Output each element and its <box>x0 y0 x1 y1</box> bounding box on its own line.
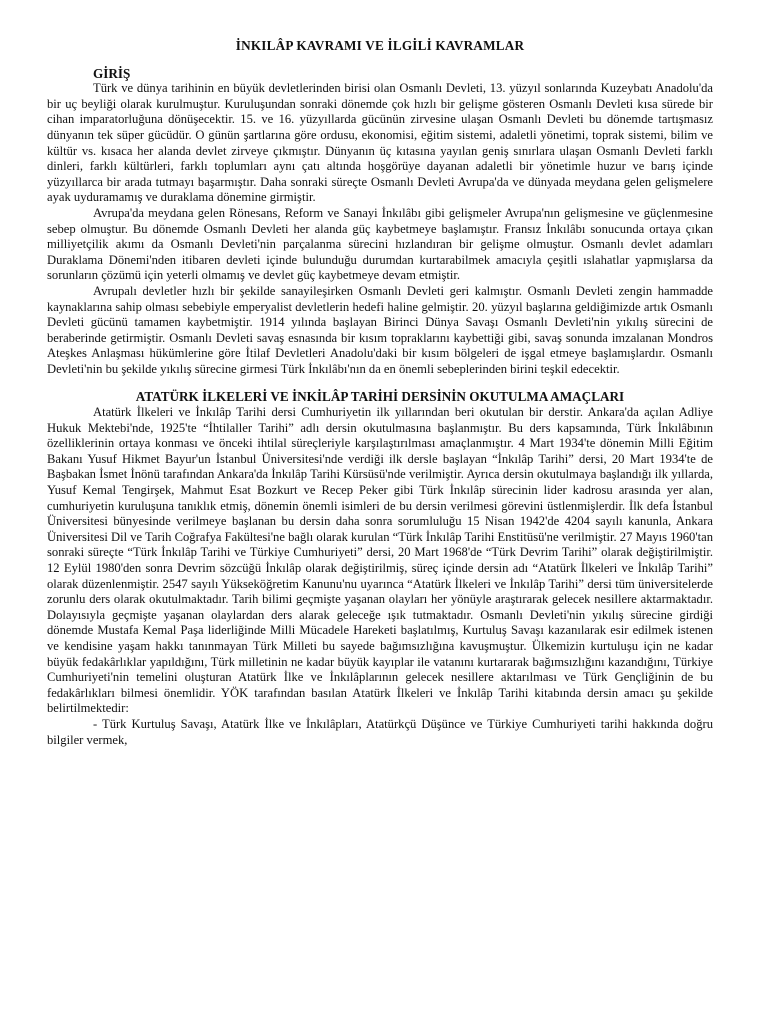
list-item: - Türk Kurtuluş Savaşı, Atatürk İlke ve İnkılâpları, Atatürkçü Düşünce ve Türkiye Cumhuriyeti tarihi hakkında doğru bilgiler vermek, <box>47 716 713 747</box>
paragraph: Türk ve dünya tarihinin en büyük devletlerinden birisi olan Osmanlı Devleti, 13. yüzyıl sonlarında Kuzeybatı Anadolu'da bir uç beyliği olarak kurulmuştur. Kuruluşundan sonraki dönemde çok hızlı bir gelişme gösteren Osmanlı Devleti kısa sürede bir cihan imparatorluğuna dönüşecektir. 15. ve 16. yüzyıllarda gücünün zirvesine ulaşan Osmanlı Devleti bu dönemde tartışmasız dünyanın tek süper gücüdür. O günün şartlarına göre ordusu, ekonomisi, eğitim sistemi, adaletli yönetimi, toprak sistemi, bilim ve kültür vs. kısaca her alanda devlet zirveye çıkmıştır. Dünyanın üç kıtasına yayılan geniş sınırlara ulaşan Osmanlı Devleti farklı dinleri, farklı kültürleri, farklı toplumları aynı çatı altında hoşgörüye dayanan adaletli bir yönetimle huzur ve barış içinde yüzyıllarca bir arada tutmayı başarmıştır. Daha sonraki süreçte Osmanlı Devleti Avrupa'da ve dünyada meydana gelen gelişmelere ayak uyduramamış ve duraklama dönemine girmiştir. <box>47 81 713 205</box>
document-title: İNKILÂP KAVRAMI VE İLGİLİ KAVRAMLAR <box>235 38 525 53</box>
paragraph: Avrupa'da meydana gelen Rönesans, Reform ve Sanayi İnkılâbı gibi gelişmeler Avrupa'nın gelişmesine ve güçlenmesine sebep olmuştur. Bu dönemde Osmanlı Devleti her alanda güç kaybetmeye başlamıştır. Fransız İnkılâbı sonucunda ortaya çıkan milliyetçilik akımı da Osmanlı Devleti'nin parçalanma sürecini hızlandıran bir gelişme olmuştur. Osmanlı devlet adamları Duraklama Dönemi'nden itibaren devleti içinde bulunduğu durumdan kurtarabilmek amacıyla çeşitli ıslahatlar yapmışlarsa da sorunların çözümü için yeterli olmamış ve devlet güç kaybetmeye devam etmiştir. <box>47 205 713 283</box>
section-heading-giris: GİRİŞ <box>93 65 131 81</box>
paragraph: Atatürk İlkeleri ve İnkılâp Tarihi dersi Cumhuriyetin ilk yıllarından beri okutulan bir derstir. Ankara'da açılan Adliye Hukuk Mektebi'nde, 1925'te “İhtilaller Tarihi” adlı dersin okutulmasına başlanmıştır. Bu ders kapsamında, Türk İnkılâbının özelliklerinin ortaya konması ve önceki ihtilal süreçleriyle karşılaştırılması amaçlanmıştır. 4 Mart 1934'te dönemin Milli Eğitim Bakanı Yusuf Hikmet Bayur'un İstanbul Üniversitesi'nde verdiği ilk dersle başlayan “İnkılâp Tarihi” dersi, 20 Mart 1934'te de Başbakan İsmet İnönü tarafından Ankara'da İnkılâp Tarihi Kürsüsü'nde verilmiştir. Ayrıca dersin okutulmaya başlandığı ilk yıllarda, Yusuf Kemal Tengirşek, Mahmut Esat Bozkurt ve Recep Peker gibi Türk İnkılâp sürecinin lider kadrosu arasında yer alan, cumhuriyetin kuruluşuna tanıklık etmiş, dönemin önemli isimleri de bu dersin verilmesi görevini üstlenmişlerdir. İlk defa İstanbul Üniversitesi bünyesinde verilmeye başlanan bu dersin daha sonra sorumluluğu 15 Nisan 1942'de 4204 sayılı kanunla, Ankara Üniversitesi Dil ve Tarih Coğrafya Fakültesi'ne bağlı olarak kurulan “Türk İnkılâp Tarihi Enstitüsü'ne verilmiştir. 27 Mayıs 1960'tan sonraki süreçte “Türk İnkılâp Tarihi ve Türkiye Cumhuriyeti” dersi, 20 Mart 1968'de “Türk Devrim Tarihi” olarak değiştirilmiştir. 12 Eylül 1980'den sonra Devrim sözcüğü İnkılâp olarak değiştirilmiş, süreç içinde dersin adı “Atatürk İlkeleri ve İnkılâp Tarihi” olarak düzenlenmiştir. 2547 sayılı Yükseköğretim Kanunu'nu uyarınca “Atatürk İlkeleri ve İnkılâp Tarihi” dersi tüm üniversitelerde zorunlu ders olarak okutulmaktadır. Tarih bilimi geçmişte yaşanan olayları her yönüyle araştırarak gelecek nesillere aktarmaktadır. Dolayısıyla geçmişte yaşanan olaylardan ders alarak geleceğe ışık tutmaktadır. Osmanlı Devleti'nin yıkılış sürecine girdiği dönemde Mustafa Kemal Paşa liderliğinde Milli Mücadele Hareketi başlatılmış, Kurtuluş Savaşı kazanılarak esir edilmek istenen ve kendisine yaşam hakkı tanınmayan Türk Milleti bu sayede bağımsızlığına kavuşmuştur. Ülkemizin kurtuluşu için ne kadar büyük fedakârlıklar yapıldığını, Türk milletinin ne kadar büyük kayıplar ile vatanını kurtararak bağımsızlığını kazandığını, Türkiye Cumhuriyeti'nin temelini oluşturan Atatürk İlke ve İnkılâplarının gelecek nesillere aktarılması ve Türk Gençliğinin de bu fedakârlıkları bilmesi önemlidir. YÖK tarafından basılan Atatürk İlkeleri ve İnkılâp Tarihi kitabında dersin amacı şu şekilde belirtilmektedir: <box>47 405 713 716</box>
section-heading-ataturk: ATATÜRK İLKELERİ VE İNKİLÂP TARİHİ DERSİNİN OKUTULMA AMAÇLARI <box>135 389 625 405</box>
paragraph: Avrupalı devletler hızlı bir şekilde sanayileşirken Osmanlı Devleti geri kalmıştır. Osmanlı Devleti zengin hammadde kaynaklarına sahip olması sebebiyle emperyalist devletlerin hedefi haline gelmiştir. 20. yüzyıl başlarına geldiğimizde artık Osmanlı Devleti gücünü tamamen kaybetmiştir. 1914 yılında başlayan Birinci Dünya Savaşı Osmanlı Devleti'nin yıkılış sürecini de beraberinde getirmiştir. Osmanlı Devleti savaş esnasında bir kısım topraklarını kaybettiği gibi, savaş sonunda imzalanan Mondros Ateşkes Anlaşması hükümlerine göre İtilaf Devletleri Anadolu'daki bir kısım bölgeleri de işgal etmeye başlamışlardır. Osmanlı Devleti'nin bu şekilde yıkılış sürecine girmesi Türk İnkılâbı'nın da en önemli sebeplerinden birini teşkil edecektir. <box>47 283 713 376</box>
